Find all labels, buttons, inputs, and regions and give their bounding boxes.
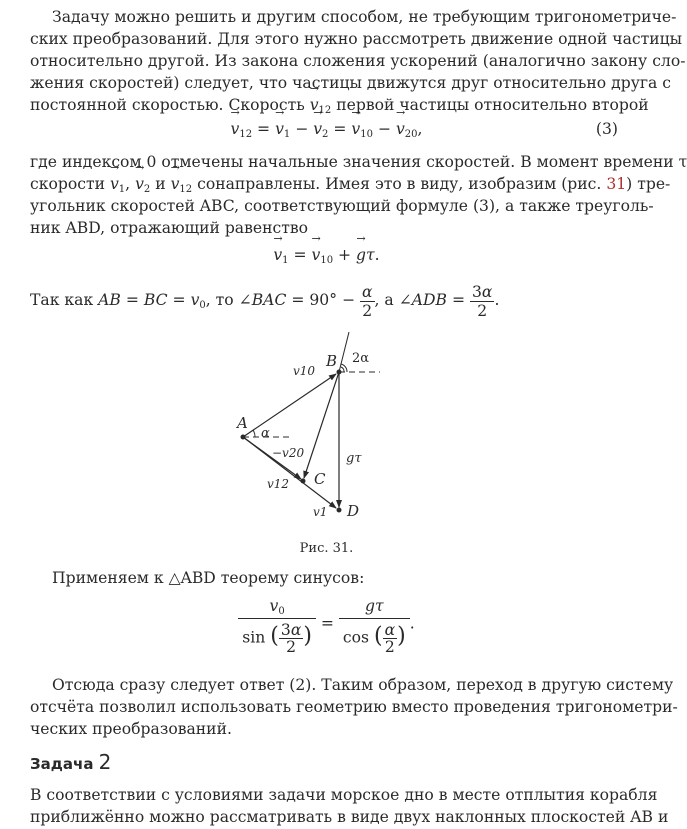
paragraph-sine-law bbox=[30, 567, 624, 589]
label-alpha: α bbox=[261, 426, 270, 441]
text-line: Применяем к △ABD теорему синусов: bbox=[52, 569, 365, 587]
paragraph-problem-2 bbox=[30, 784, 669, 828]
label-C: C bbox=[314, 470, 326, 488]
point-A bbox=[241, 435, 246, 440]
text-fragment: постоянной скоростью. Скорость bbox=[30, 96, 305, 114]
label-2alpha: 2α bbox=[352, 351, 370, 366]
section-label: Задача bbox=[30, 755, 94, 773]
section-number: 2 bbox=[98, 750, 112, 774]
figure-link[interactable]: 31 bbox=[606, 175, 627, 193]
text-fragment: , а bbox=[374, 291, 394, 309]
equation-v1: → $v_1$ = → $v_{10}$ + → gτ. bbox=[0, 244, 653, 266]
angle-arc-alpha bbox=[253, 430, 255, 437]
text-line: В соответствии с условиями задачи морское дно в месте отплытия корабля bbox=[30, 786, 658, 804]
text-fragment: сонаправлены. Имея это в виду, изобразим (рис. bbox=[197, 175, 602, 193]
angle-arc-2alpha-inner bbox=[341, 367, 344, 372]
math-v12: → v bbox=[310, 94, 319, 116]
label-B: B bbox=[326, 352, 338, 370]
text-line: ческих преобразований. bbox=[30, 720, 232, 738]
equation-3: → $v_{12}$ = → $v_1$ − → $v_2$ = → $v_{10}$ − → $v_{20}$, (3) bbox=[0, 118, 653, 140]
paragraph-figure-ref bbox=[30, 151, 687, 239]
paragraph-intro bbox=[30, 6, 686, 116]
text-line: угольник скоростей ABC, соответствующий формуле (3), а также треуголь- bbox=[30, 197, 654, 215]
point-D bbox=[337, 508, 342, 513]
vector-v10 bbox=[243, 374, 336, 437]
text-line: относительно другой. Из закона сложения ускорений (аналогично закону сло- bbox=[30, 52, 686, 70]
text-line: Так как AB = BC = $v_0$, то ∠BAC = 90° − $\frac{\alpha}{2}$ , а ∠ADB = $\frac{3\alpha}{2}$ . bbox=[30, 282, 500, 320]
paragraph-angles bbox=[30, 282, 624, 318]
figure-caption: Рис. 31. bbox=[299, 541, 354, 556]
text-line: Задачу можно решить и другим способом, не требующим тригонометриче- bbox=[52, 8, 677, 26]
text-line: приближённо можно рассматривать в виде двух наклонных плоскостей AB и bbox=[30, 808, 669, 826]
text-line: ских преобразований. Для этого нужно рассмотреть движение одной частицы bbox=[30, 30, 683, 48]
text-line: где индексом 0 отмечены начальные значения скоростей. В момент времени τ bbox=[30, 153, 687, 171]
text-fragment: ) тре- bbox=[626, 175, 671, 193]
reference-line bbox=[339, 332, 349, 372]
equation-sine-law: $v_0$ sin ( $\frac{3\alpha}{2}$ ) = gτ cos ( $\frac{\alpha}{2}$ ) . bbox=[0, 594, 653, 655]
figure-31-diagram bbox=[0, 330, 653, 530]
label-v12: v12 bbox=[267, 477, 290, 491]
text-line: Отсюда сразу следует ответ (2). Таким образом, переход в другую систему bbox=[52, 676, 674, 694]
text-line: скорости → $v_1$, → $v_2$ $и \to v_{12}$ сонаправлены. Имея это в виду, изобразим (рис. 31) тре- bbox=[30, 173, 624, 195]
section-heading bbox=[30, 751, 111, 775]
equation-number: (3) bbox=[595, 120, 618, 138]
text-line: отсчёта позволил использовать геометрию вместо проведения тригонометри- bbox=[30, 698, 678, 716]
label-v1: v1 bbox=[313, 505, 328, 519]
label-A: A bbox=[237, 414, 248, 432]
point-C bbox=[301, 479, 306, 484]
label-D: D bbox=[347, 502, 360, 520]
text-fragment: первой частицы относительно второй bbox=[336, 96, 649, 114]
label-v10: v10 bbox=[293, 364, 316, 378]
point-B bbox=[337, 370, 342, 375]
text-fragment: скорости bbox=[30, 175, 105, 193]
text-line: постоянной скоростью. Скорость → $v_{12}$ первой частицы относительно второй bbox=[30, 94, 624, 116]
label-v20: −v20 bbox=[272, 446, 305, 460]
paragraph-conclusion bbox=[30, 674, 678, 740]
label-gt: gτ bbox=[346, 451, 362, 466]
text-line: жения скоростей) следует, что частицы движутся друг относительно друга с bbox=[30, 74, 672, 92]
text-fragment: , то bbox=[205, 291, 234, 309]
vector-v20 bbox=[304, 372, 339, 478]
text-line: ник ABD, отражающий равенство bbox=[30, 219, 309, 237]
text-fragment: Так как bbox=[30, 291, 94, 309]
